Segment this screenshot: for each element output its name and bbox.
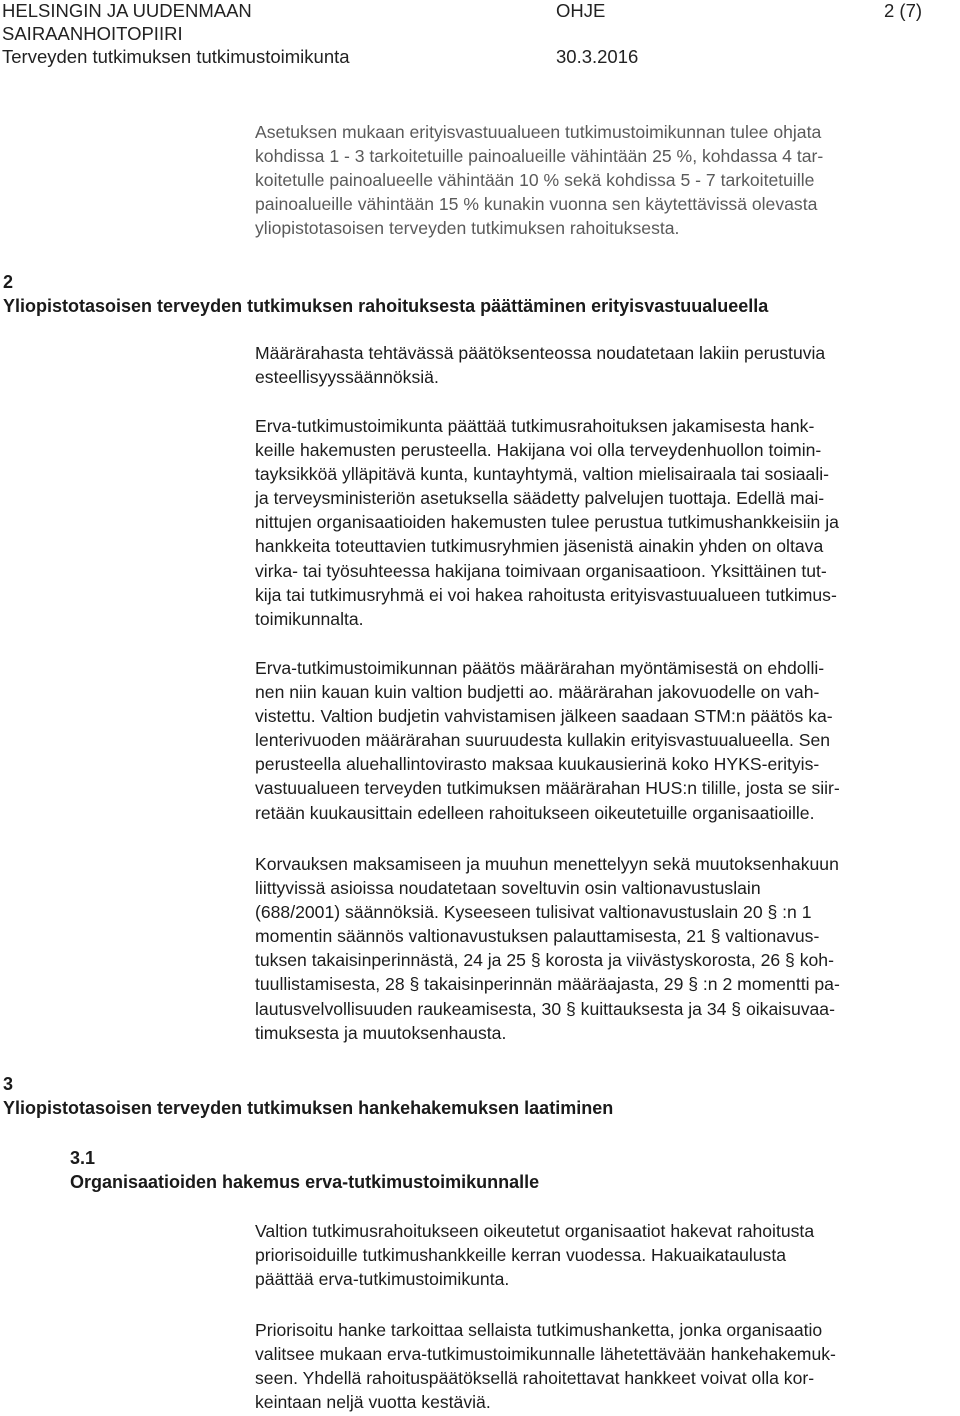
text-line: Määrärahasta tehtävässä päätöksenteossa noudatetaan lakiin perustuvia bbox=[255, 343, 826, 363]
text-line: kohdissa 1 - 3 tarkoitetuille painoalueille vähintään 25 %, kohdassa 4 tar- bbox=[255, 146, 824, 167]
text-line: momentin säännös valtionavustuksen palauttamisesta, 21 § valtionavus- bbox=[255, 926, 820, 947]
section-3-1-heading bbox=[70, 1146, 539, 1194]
text-line: retään kuukausittain edelleen rahoitukseen oikeutetuille organisaatioille. bbox=[255, 802, 815, 823]
text-line: liittyvissä asioissa noudatetaan soveltuvin osin valtionavustuslain bbox=[255, 878, 761, 899]
text-line: perusteella aluehallintovirasto maksaa kuukausierinä koko HYKS-erityis- bbox=[255, 754, 820, 775]
text-line: vistettu. Valtion budjetin vahvistamisen jälkeen saadaan STM:n päätös ka- bbox=[255, 706, 833, 727]
section-3-1-paragraph-1 bbox=[255, 1219, 955, 1291]
header-page-number: 2 (7) bbox=[884, 0, 923, 21]
section-3-heading bbox=[3, 1072, 613, 1120]
text-line: koitetulle painoalueelle vähintään 10 % sekä kohdissa 5 - 7 tarkoitetuille bbox=[255, 170, 815, 191]
text-line: (688/2001) säännöksiä. Kyseeseen tulisivat valtionavustuslain 20 § :n 1 bbox=[255, 902, 812, 923]
header-organization-line2: SAIRAANHOITOPIIRI bbox=[2, 23, 183, 44]
header-unit: Terveyden tutkimuksen tutkimustoimikunta bbox=[2, 46, 350, 67]
text-line: yliopistotasoisen terveyden tutkimuksen rahoituksesta. bbox=[255, 218, 680, 239]
text-line: keille hakemusten perusteella. Hakijana voi olla terveydenhuollon toimin- bbox=[255, 440, 822, 461]
text-line: Priorisoitu hanke tarkoittaa sellaista tutkimushanketta, jonka organisaatio bbox=[255, 1320, 823, 1340]
section-number: 2 bbox=[3, 272, 14, 292]
text-line: timuksesta ja muutoksenhausta. bbox=[255, 1022, 507, 1043]
header-date: 30.3.2016 bbox=[556, 46, 639, 67]
text-line: lenterivuoden määrärahan suuruudesta kullakin erityisvastuualueella. Sen bbox=[255, 730, 831, 751]
section-title: Yliopistotasoisen terveyden tutkimuksen hankehakemuksen laatiminen bbox=[3, 1098, 614, 1118]
text-line: tuullistamisesta, 28 § takaisinperinnän määräajasta, 29 § :n 2 momentti pa- bbox=[255, 974, 840, 995]
text-line: vastuualueen terveyden tutkimuksen määrärahan HUS:n tilille, josta se siir- bbox=[255, 778, 840, 799]
text-line: tayksikköä ylläpitävä kunta, kuntayhtymä, valtion mielisairaala tai sosiaali- bbox=[255, 464, 830, 485]
text-line: seen. Yhdellä rahoituspäätöksellä rahoitettavat hankkeet voivat olla kor- bbox=[255, 1368, 815, 1389]
text-line: Asetuksen mukaan erityisvastuualueen tutkimustoimikunnan tulee ohjata bbox=[255, 122, 822, 142]
section-2-heading bbox=[3, 270, 768, 318]
section-title: Yliopistotasoisen terveyden tutkimuksen rahoituksesta päättäminen erityisvastuualueella bbox=[3, 296, 769, 316]
text-line: ja terveysministeriön asetuksella säädetty palvelujen tuottaja. Edellä mai- bbox=[255, 488, 825, 509]
section-2-paragraph-2 bbox=[255, 414, 955, 631]
section-number: 3 bbox=[3, 1074, 14, 1094]
section-2-paragraph-1 bbox=[255, 341, 955, 389]
text-line: hankkeita toteuttavien tutkimusryhmien jäsenistä ainakin yhden on oltava bbox=[255, 536, 824, 557]
section-3-1-paragraph-2 bbox=[255, 1318, 955, 1414]
header-document-type: OHJE bbox=[556, 0, 606, 21]
text-line: valitsee mukaan erva-tutkimustoimikunnalle lähetettävään hankehakemuk- bbox=[255, 1344, 836, 1365]
text-line: Erva-tutkimustoimikunnan päätös määrärahan myöntämisestä on ehdolli- bbox=[255, 658, 825, 678]
section-number: 3.1 bbox=[70, 1148, 96, 1168]
text-line: lautusvelvollisuuden raukeamisesta, 30 § kuittauksesta ja 34 § oikaisuvaa- bbox=[255, 998, 835, 1019]
text-line: priorisoiduille tutkimushankkeille kerran vuodessa. Hakuaikataulusta bbox=[255, 1245, 787, 1266]
text-line: toimikunnalta. bbox=[255, 608, 364, 629]
text-line: nittujen organisaatioiden hakemusten tulee perustua tutkimushankkeisiin ja bbox=[255, 512, 839, 533]
text-line: Korvauksen maksamiseen ja muuhun menettelyyn sekä muutoksenhakuun bbox=[255, 854, 839, 874]
text-line: keintaan neljä vuotta kestäviä. bbox=[255, 1392, 491, 1413]
text-line: kija tai tutkimusryhmä ei voi hakea rahoitusta erityisvastuualueen tutkimus- bbox=[255, 584, 837, 605]
section-2-paragraph-4 bbox=[255, 852, 955, 1045]
text-line: Valtion tutkimusrahoitukseen oikeutetut organisaatiot hakevat rahoitusta bbox=[255, 1221, 815, 1241]
text-line: nen niin kauan kuin valtion budjetti ao. määrärahan jakovuodelle on vah- bbox=[255, 682, 820, 703]
text-line: virka- tai työsuhteessa hakijana toimivaan organisaatioon. Yksittäinen tut- bbox=[255, 560, 827, 581]
text-line: Erva-tutkimustoimikunta päättää tutkimusrahoituksen jakamisesta hank- bbox=[255, 416, 815, 436]
text-line: painoalueille vähintään 15 % kunakin vuonna sen käytettävissä olevasta bbox=[255, 194, 818, 215]
section-title: Organisaatioiden hakemus erva-tutkimustoimikunnalle bbox=[70, 1172, 540, 1192]
text-line: päättää erva-tutkimustoimikunta. bbox=[255, 1269, 510, 1290]
section-2-paragraph-3 bbox=[255, 656, 955, 825]
header-organization-line1: HELSINGIN JA UUDENMAAN bbox=[2, 0, 252, 21]
text-line: tuksen takaisinperinnästä, 24 ja 25 § korosta ja viivästyskorosta, 26 § koh- bbox=[255, 950, 834, 971]
intro-paragraph bbox=[255, 120, 955, 240]
text-line: esteellisyyssäännöksiä. bbox=[255, 367, 439, 388]
